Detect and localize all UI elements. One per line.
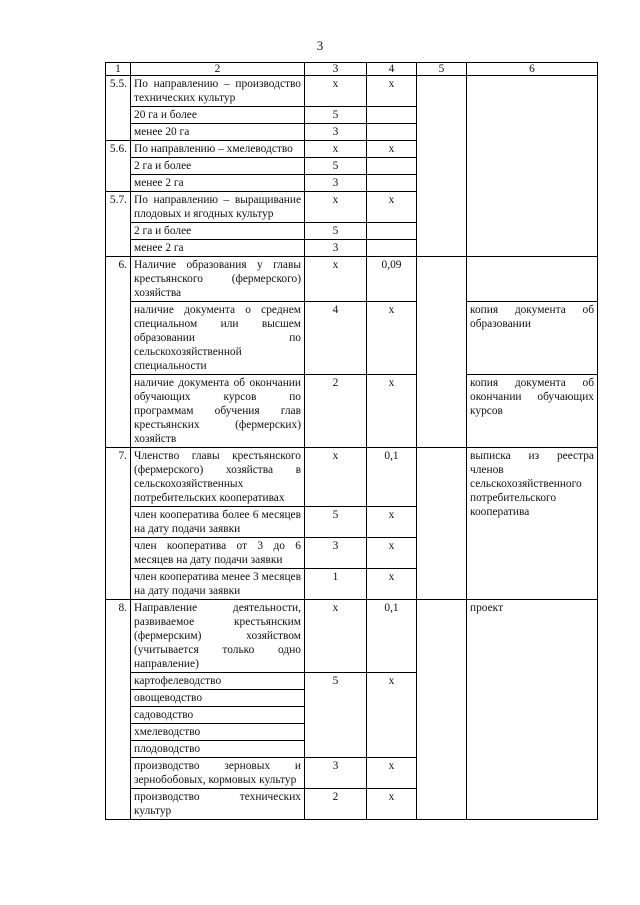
criterion-text: По направлению – хмелеводство xyxy=(131,141,305,158)
empty-cell xyxy=(367,223,417,240)
weight-cell: х xyxy=(367,375,417,448)
score-cell: х xyxy=(305,448,367,507)
criterion-text: Направление деятельности, развиваемое крестьянским (фермерским) хозяйством (учитывается только одно направление) xyxy=(131,600,305,673)
criterion-text: менее 2 га xyxy=(131,175,305,192)
row-number: 8. xyxy=(106,600,131,820)
score-cell: 3 xyxy=(305,538,367,569)
row-number: 6. xyxy=(106,257,131,448)
score-cell: 2 xyxy=(305,375,367,448)
weight-cell: х xyxy=(367,141,417,158)
score-cell: 3 xyxy=(305,124,367,141)
criterion-text: картофелеводство xyxy=(131,673,305,690)
score-cell: 5 xyxy=(305,223,367,240)
empty-cell xyxy=(467,76,598,257)
score-cell: 1 xyxy=(305,569,367,600)
weight-cell: 0,09 xyxy=(367,257,417,302)
table-row xyxy=(106,302,598,375)
score-cell: 4 xyxy=(305,302,367,375)
empty-cell xyxy=(417,448,467,600)
criterion-text: хмелеводство xyxy=(131,724,305,741)
criterion-text: менее 20 га xyxy=(131,124,305,141)
header-row xyxy=(106,63,598,76)
score-cell: х xyxy=(305,76,367,107)
column-header: 1 xyxy=(106,63,131,76)
score-cell: 3 xyxy=(305,175,367,192)
empty-cell xyxy=(367,240,417,257)
score-cell: 5 xyxy=(305,158,367,175)
row-number: 5.5. xyxy=(106,76,131,141)
page-number: 3 xyxy=(316,38,324,53)
criterion-text: Наличие образования у главы крестьянского (фермерского) хозяйства xyxy=(131,257,305,302)
criteria-table xyxy=(105,62,598,820)
weight-cell: х xyxy=(367,538,417,569)
criterion-text: наличие документа об окончании обучающих курсов по программам обучения глав крестьянских (фермерских) хозяйств xyxy=(131,375,305,448)
score-cell: 3 xyxy=(305,758,367,789)
document-cell: выписка из реестра членов сельскохозяйственного потребительского кооператива xyxy=(467,448,598,600)
criterion-text: производство технических культур xyxy=(131,789,305,820)
criterion-text: овощеводство xyxy=(131,690,305,707)
weight-cell: х xyxy=(367,673,417,758)
table-row xyxy=(106,600,598,673)
row-number: 5.6. xyxy=(106,141,131,192)
document-cell: копия документа об окончании обучающих курсов xyxy=(467,375,598,448)
score-cell: 5 xyxy=(305,107,367,124)
empty-cell xyxy=(367,107,417,124)
criterion-text: член кооператива менее 3 месяцев на дату подачи заявки xyxy=(131,569,305,600)
criterion-text: 2 га и более xyxy=(131,158,305,175)
row-number: 7. xyxy=(106,448,131,600)
column-header: 5 xyxy=(417,63,467,76)
criterion-text: менее 2 га xyxy=(131,240,305,257)
score-cell: 5 xyxy=(305,507,367,538)
weight-cell: х xyxy=(367,758,417,789)
criterion-text: плодоводство xyxy=(131,741,305,758)
table-row xyxy=(106,257,598,302)
empty-cell xyxy=(417,76,467,257)
table-row xyxy=(106,76,598,107)
weight-cell: 0,1 xyxy=(367,600,417,673)
table-row xyxy=(106,375,598,448)
empty-cell xyxy=(467,257,598,302)
column-header: 6 xyxy=(467,63,598,76)
document-cell: проект xyxy=(467,600,598,820)
weight-cell: х xyxy=(367,507,417,538)
criterion-text: садоводство xyxy=(131,707,305,724)
score-cell: х xyxy=(305,141,367,158)
score-cell: 3 xyxy=(305,240,367,257)
row-number: 5.7. xyxy=(106,192,131,257)
score-cell: 2 xyxy=(305,789,367,820)
weight-cell: х xyxy=(367,789,417,820)
weight-cell: х xyxy=(367,76,417,107)
score-cell: х xyxy=(305,600,367,673)
column-header: 3 xyxy=(305,63,367,76)
criterion-text: член кооператива от 3 до 6 месяцев на дату подачи заявки xyxy=(131,538,305,569)
weight-cell: х xyxy=(367,569,417,600)
document-cell: копия документа об образовании xyxy=(467,302,598,375)
score-cell: 5 xyxy=(305,673,367,758)
column-header: 4 xyxy=(367,63,417,76)
criterion-text: 2 га и более xyxy=(131,223,305,240)
empty-cell xyxy=(417,257,467,448)
criterion-text: наличие документа о среднем специальном или высшем образовании по сельскохозяйственной специальности xyxy=(131,302,305,375)
weight-cell: х xyxy=(367,302,417,375)
empty-cell xyxy=(367,175,417,192)
empty-cell xyxy=(367,124,417,141)
criterion-text: По направлению – производство технических культур xyxy=(131,76,305,107)
score-cell: х xyxy=(305,257,367,302)
empty-cell xyxy=(417,600,467,820)
criterion-text: член кооператива более 6 месяцев на дату подачи заявки xyxy=(131,507,305,538)
criterion-text: Членство главы крестьянского (фермерского) хозяйства в сельскохозяйственных потребительских кооперативах xyxy=(131,448,305,507)
criterion-text: производство зерновых и зернобобовых, кормовых культур xyxy=(131,758,305,789)
empty-cell xyxy=(367,158,417,175)
score-cell: х xyxy=(305,192,367,223)
criterion-text: 20 га и более xyxy=(131,107,305,124)
column-header: 2 xyxy=(131,63,305,76)
weight-cell: 0,1 xyxy=(367,448,417,507)
table-row xyxy=(106,448,598,507)
weight-cell: х xyxy=(367,192,417,223)
criterion-text: По направлению – выращивание плодовых и ягодных культур xyxy=(131,192,305,223)
